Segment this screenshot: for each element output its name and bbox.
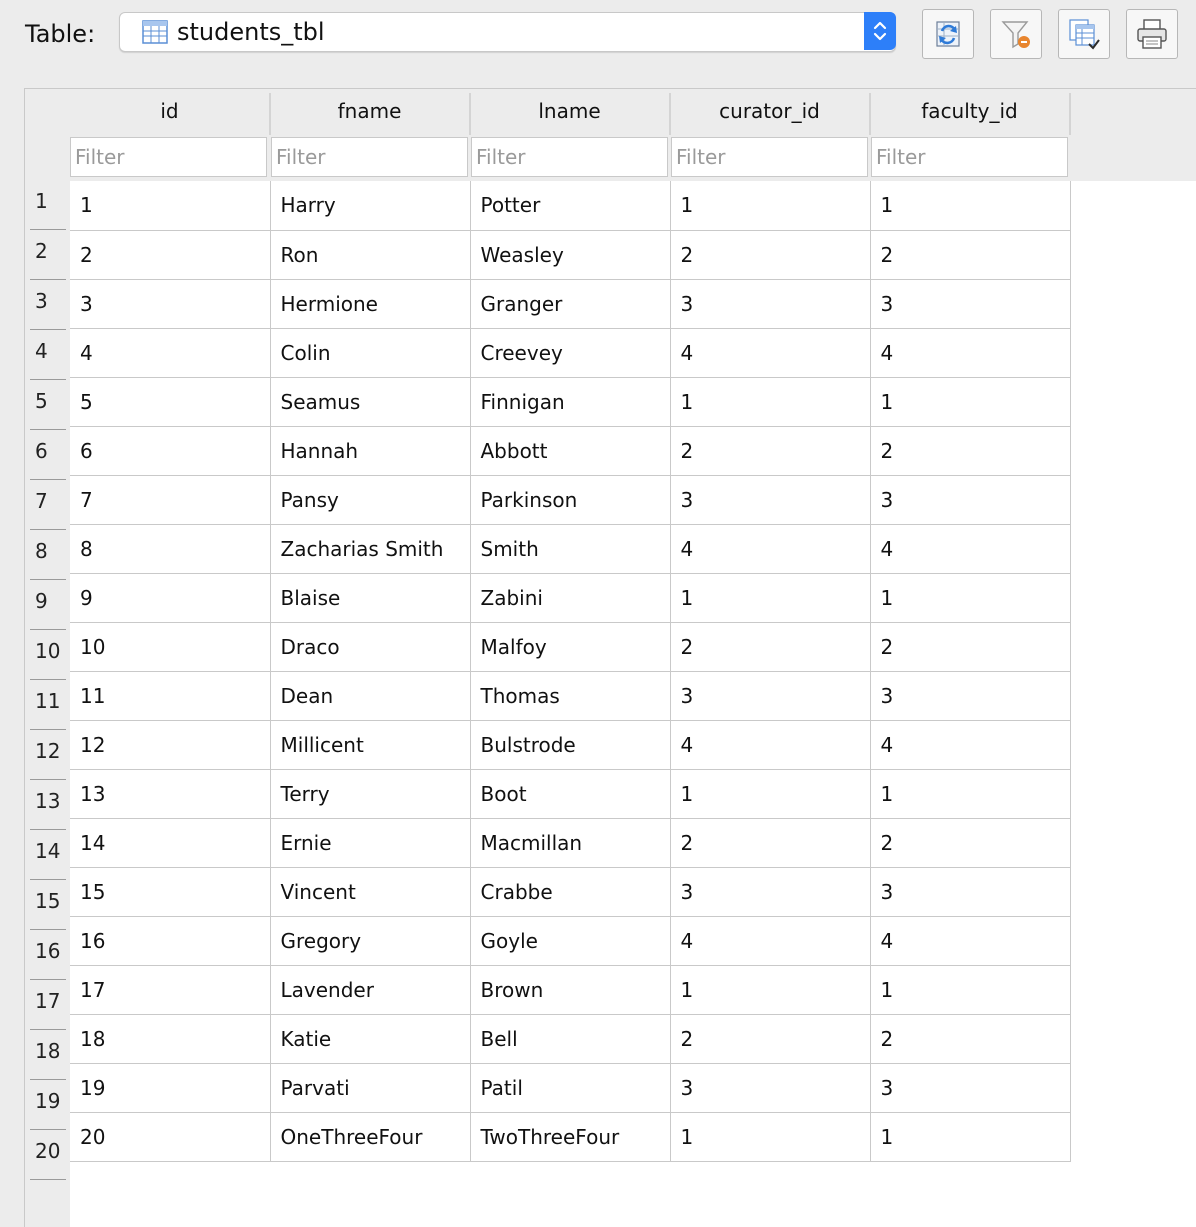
row-number-separator [30, 229, 66, 230]
table-row[interactable] [70, 230, 1070, 279]
row-number[interactable]: 1 [35, 189, 48, 213]
row-number-separator [30, 379, 66, 380]
cell-lname[interactable]: Weasley [470, 230, 670, 279]
cell-id[interactable]: 2 [70, 230, 270, 279]
cell-curator-id[interactable]: 1 [670, 769, 870, 818]
filter-input-fname[interactable] [271, 137, 468, 177]
cell-lname[interactable]: Granger [470, 279, 670, 328]
cell-curator-id[interactable]: 2 [670, 1014, 870, 1063]
cell-fname[interactable]: Pansy [270, 475, 470, 524]
cell-id[interactable]: 7 [70, 475, 270, 524]
column-header-lname[interactable]: lname [470, 93, 671, 135]
table-row[interactable] [70, 769, 1070, 818]
cell-curator-id[interactable]: 1 [670, 181, 870, 230]
row-number-separator [30, 679, 66, 680]
cell-curator-id[interactable]: 4 [670, 916, 870, 965]
clear-filters-button[interactable] [990, 9, 1042, 59]
cell-faculty-id[interactable]: 1 [870, 1112, 1070, 1161]
cell-faculty-id[interactable]: 3 [870, 1063, 1070, 1112]
cell-id[interactable]: 20 [70, 1112, 270, 1161]
table-row[interactable] [70, 328, 1070, 377]
cell-curator-id[interactable]: 2 [670, 230, 870, 279]
filter-input-curator-id[interactable] [671, 137, 868, 177]
print-button[interactable] [1126, 9, 1178, 59]
column-header-fname[interactable]: fname [270, 93, 471, 135]
cell-faculty-id[interactable]: 1 [870, 181, 1070, 230]
filter-input-faculty-id[interactable] [871, 137, 1068, 177]
row-number[interactable]: 14 [35, 839, 61, 863]
cell-curator-id[interactable]: 3 [670, 671, 870, 720]
cell-curator-id[interactable]: 3 [670, 867, 870, 916]
column-header-id[interactable]: id [70, 93, 271, 135]
cell-lname[interactable]: Parkinson [470, 475, 670, 524]
row-number[interactable]: 9 [35, 589, 48, 613]
row-number[interactable]: 11 [35, 689, 61, 713]
table-row[interactable] [70, 1112, 1070, 1161]
cell-id[interactable]: 6 [70, 426, 270, 475]
cell-fname[interactable]: Dean [270, 671, 470, 720]
cell-fname[interactable]: Colin [270, 328, 470, 377]
cell-curator-id[interactable]: 3 [670, 1063, 870, 1112]
cell-faculty-id[interactable]: 1 [870, 573, 1070, 622]
cell-faculty-id[interactable]: 1 [870, 965, 1070, 1014]
row-number-separator [30, 879, 66, 880]
table-label: Table: [25, 20, 96, 48]
cell-id[interactable]: 19 [70, 1063, 270, 1112]
row-number[interactable]: 3 [35, 289, 48, 313]
table-row[interactable] [70, 720, 1070, 769]
row-number[interactable]: 5 [35, 389, 48, 413]
cell-fname[interactable]: Terry [270, 769, 470, 818]
row-number-separator [30, 329, 66, 330]
data-area [70, 181, 1196, 1227]
cell-id[interactable]: 18 [70, 1014, 270, 1063]
row-number[interactable]: 4 [35, 339, 48, 363]
table-row[interactable] [70, 1014, 1070, 1063]
table-select[interactable] [119, 12, 896, 52]
clear-filters-icon [999, 17, 1033, 51]
cell-lname[interactable]: Bulstrode [470, 720, 670, 769]
cell-id[interactable]: 17 [70, 965, 270, 1014]
cell-id[interactable]: 13 [70, 769, 270, 818]
row-number[interactable]: 19 [35, 1089, 61, 1113]
cell-fname[interactable]: Seamus [270, 377, 470, 426]
table-row[interactable] [70, 475, 1070, 524]
toolbar [0, 0, 1196, 70]
table-row[interactable] [70, 377, 1070, 426]
cell-curator-id[interactable]: 4 [670, 524, 870, 573]
row-number-separator [30, 1079, 66, 1080]
row-number[interactable]: 13 [35, 789, 61, 813]
selected-table-name: students_tbl [177, 18, 325, 46]
cell-lname[interactable]: Finnigan [470, 377, 670, 426]
table-row[interactable] [70, 916, 1070, 965]
table-row[interactable] [70, 867, 1070, 916]
row-number[interactable]: 2 [35, 239, 48, 263]
cell-faculty-id[interactable]: 1 [870, 769, 1070, 818]
row-number-column [25, 89, 70, 1227]
cell-lname[interactable]: Macmillan [470, 818, 670, 867]
cell-id[interactable]: 1 [70, 181, 270, 230]
cell-faculty-id[interactable]: 3 [870, 867, 1070, 916]
cell-fname[interactable]: Gregory [270, 916, 470, 965]
row-number-separator [30, 1029, 66, 1030]
cell-fname[interactable]: Ernie [270, 818, 470, 867]
row-number-separator [30, 829, 66, 830]
row-number[interactable]: 17 [35, 989, 61, 1013]
cell-lname[interactable]: Patil [470, 1063, 670, 1112]
cell-faculty-id[interactable]: 2 [870, 426, 1070, 475]
cell-fname[interactable]: Parvati [270, 1063, 470, 1112]
cell-curator-id[interactable]: 3 [670, 475, 870, 524]
table-row[interactable] [70, 573, 1070, 622]
table-row[interactable] [70, 426, 1070, 475]
cell-fname[interactable]: Zacharias Smith [270, 524, 470, 573]
cell-fname[interactable]: Ron [270, 230, 470, 279]
cell-curator-id[interactable]: 2 [670, 622, 870, 671]
row-number[interactable]: 8 [35, 539, 48, 563]
table-row[interactable] [70, 279, 1070, 328]
refresh-icon [931, 17, 965, 51]
cell-id[interactable]: 14 [70, 818, 270, 867]
table-row[interactable] [70, 671, 1070, 720]
column-header-faculty-id[interactable]: faculty_id [870, 93, 1071, 135]
row-number[interactable]: 18 [35, 1039, 61, 1063]
cell-fname[interactable]: Harry [270, 181, 470, 230]
row-number-separator [30, 479, 66, 480]
row-number-separator [30, 629, 66, 630]
cell-id[interactable]: 8 [70, 524, 270, 573]
row-number-separator [30, 779, 66, 780]
cell-id[interactable]: 5 [70, 377, 270, 426]
column-header-curator-id[interactable]: curator_id [670, 93, 871, 135]
cell-faculty-id[interactable]: 3 [870, 279, 1070, 328]
cell-id[interactable]: 12 [70, 720, 270, 769]
row-number[interactable]: 20 [35, 1139, 61, 1163]
cell-lname[interactable]: TwoThreeFour [470, 1112, 670, 1161]
cell-lname[interactable]: Malfoy [470, 622, 670, 671]
data-table [70, 181, 1071, 1162]
row-number-separator [30, 579, 66, 580]
cell-faculty-id[interactable]: 2 [870, 1014, 1070, 1063]
cell-curator-id[interactable]: 3 [670, 279, 870, 328]
print-icon [1135, 17, 1169, 51]
cell-faculty-id[interactable]: 4 [870, 916, 1070, 965]
row-number[interactable]: 12 [35, 739, 61, 763]
cell-curator-id[interactable]: 4 [670, 720, 870, 769]
cell-faculty-id[interactable]: 3 [870, 671, 1070, 720]
table-row[interactable] [70, 1063, 1070, 1112]
cell-lname[interactable]: Brown [470, 965, 670, 1014]
cell-faculty-id[interactable]: 4 [870, 524, 1070, 573]
cell-curator-id[interactable]: 1 [670, 377, 870, 426]
cell-curator-id[interactable]: 1 [670, 573, 870, 622]
cell-id[interactable]: 11 [70, 671, 270, 720]
cell-id[interactable]: 9 [70, 573, 270, 622]
table-icon [142, 20, 168, 44]
save-table-button[interactable] [1058, 9, 1110, 59]
row-number[interactable]: 6 [35, 439, 48, 463]
cell-fname[interactable]: Millicent [270, 720, 470, 769]
select-stepper[interactable] [864, 12, 896, 50]
filter-cell-fname [271, 137, 468, 177]
row-number-separator [30, 979, 66, 980]
cell-fname[interactable]: Hermione [270, 279, 470, 328]
cell-id[interactable]: 10 [70, 622, 270, 671]
filter-cell-lname [471, 137, 668, 177]
filter-cell-faculty-id [871, 137, 1068, 177]
cell-faculty-id[interactable]: 2 [870, 818, 1070, 867]
cell-fname[interactable]: Hannah [270, 426, 470, 475]
row-number-separator [30, 729, 66, 730]
save-table-icon [1067, 17, 1101, 51]
cell-lname[interactable]: Bell [470, 1014, 670, 1063]
cell-fname[interactable]: Katie [270, 1014, 470, 1063]
row-number-separator [30, 529, 66, 530]
filter-cell-id [70, 137, 267, 177]
cell-id[interactable]: 3 [70, 279, 270, 328]
cell-id[interactable]: 4 [70, 328, 270, 377]
cell-curator-id[interactable]: 1 [670, 1112, 870, 1161]
cell-fname[interactable]: Blaise [270, 573, 470, 622]
cell-curator-id[interactable]: 1 [670, 965, 870, 1014]
cell-fname[interactable]: Vincent [270, 867, 470, 916]
cell-fname[interactable]: Draco [270, 622, 470, 671]
cell-faculty-id[interactable]: 4 [870, 720, 1070, 769]
filter-input-id[interactable] [70, 137, 267, 177]
row-number-separator [30, 279, 66, 280]
cell-curator-id[interactable]: 4 [670, 328, 870, 377]
table-row[interactable] [70, 181, 1070, 230]
cell-fname[interactable]: OneThreeFour [270, 1112, 470, 1161]
row-number-separator [30, 929, 66, 930]
cell-lname[interactable]: Goyle [470, 916, 670, 965]
refresh-button[interactable] [922, 9, 974, 59]
cell-lname[interactable]: Zabini [470, 573, 670, 622]
cell-lname[interactable]: Boot [470, 769, 670, 818]
table-row[interactable] [70, 524, 1070, 573]
filter-cell-curator-id [671, 137, 868, 177]
cell-faculty-id[interactable]: 3 [870, 475, 1070, 524]
cell-curator-id[interactable]: 2 [670, 426, 870, 475]
table-row[interactable] [70, 818, 1070, 867]
row-number[interactable]: 16 [35, 939, 61, 963]
row-number-separator [30, 429, 66, 430]
cell-id[interactable]: 16 [70, 916, 270, 965]
cell-lname[interactable]: Thomas [470, 671, 670, 720]
cell-faculty-id[interactable]: 1 [870, 377, 1070, 426]
cell-fname[interactable]: Lavender [270, 965, 470, 1014]
chevron-up-down-icon [873, 19, 887, 43]
cell-lname[interactable]: Smith [470, 524, 670, 573]
row-number-separator [30, 1179, 66, 1180]
row-number[interactable]: 7 [35, 489, 48, 513]
row-number[interactable]: 10 [35, 639, 61, 663]
table-row[interactable] [70, 622, 1070, 671]
cell-lname[interactable]: Potter [470, 181, 670, 230]
filter-input-lname[interactable] [471, 137, 668, 177]
row-number[interactable]: 15 [35, 889, 61, 913]
cell-faculty-id[interactable]: 2 [870, 230, 1070, 279]
cell-lname[interactable]: Crabbe [470, 867, 670, 916]
cell-faculty-id[interactable]: 2 [870, 622, 1070, 671]
cell-curator-id[interactable]: 2 [670, 818, 870, 867]
cell-lname[interactable]: Creevey [470, 328, 670, 377]
cell-faculty-id[interactable]: 4 [870, 328, 1070, 377]
table-row[interactable] [70, 965, 1070, 1014]
row-number-separator [30, 1129, 66, 1130]
data-grid [24, 88, 1196, 1227]
cell-lname[interactable]: Abbott [470, 426, 670, 475]
cell-id[interactable]: 15 [70, 867, 270, 916]
